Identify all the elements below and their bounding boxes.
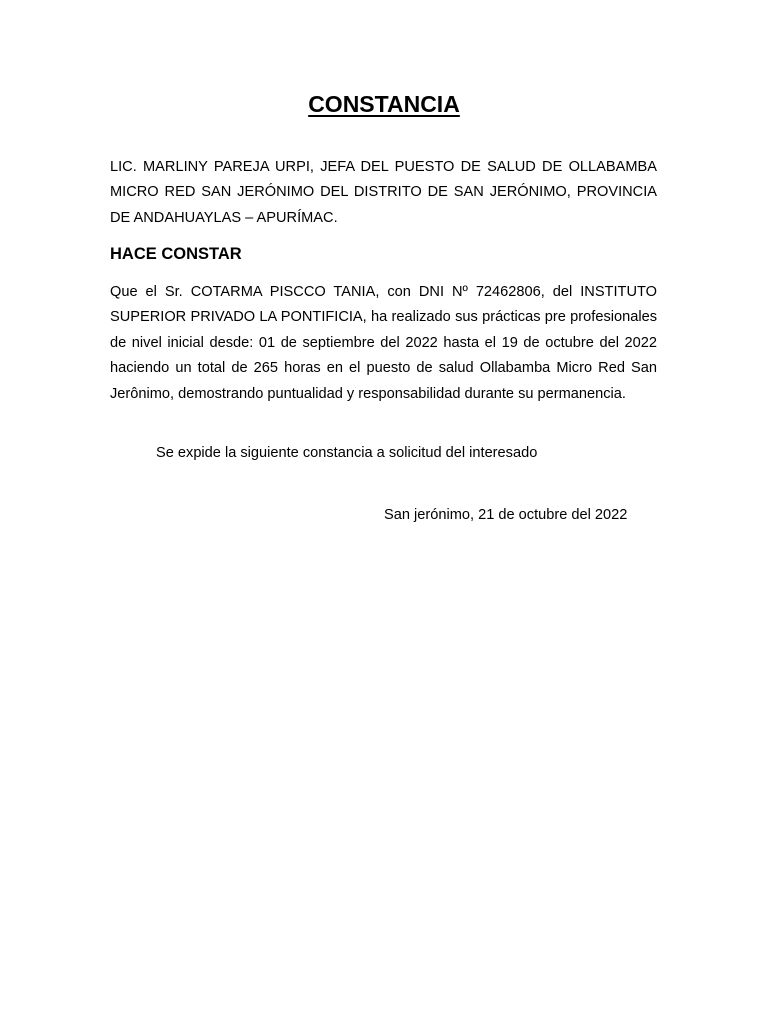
intro-paragraph: LIC. MARLINY PAREJA URPI, JEFA DEL PUESTO DE SALUD DE OLLABAMBA MICRO RED SAN JERÓNIMO DEL DISTRITO DE SAN JERÓNIMO, PROVINCIA DE ANDAHUAYLAS – APURÍMAC. xyxy=(110,159,657,226)
section-heading: HACE CONSTAR xyxy=(110,245,242,263)
body-paragraph: Que el Sr. COTARMA PISCCO TANIA, con DNI Nº 72462806, del INSTITUTO SUPERIOR PRIVADO LA PONTIFICIA, ha realizado sus prácticas pre profesionales de nivel inicial desde: 01 de septiembre del 2022 hasta el 19 de octubre del 2022 haciendo un total de 265 horas en el puesto de salud Ollabamba Micro Red San Jerônimo, demostrando puntualidad y responsabilidad durante su permanencia. xyxy=(110,284,657,402)
place-date: San jerónimo, 21 de octubre del 2022 xyxy=(384,507,628,523)
document-title xyxy=(0,88,768,120)
document-title-text: CONSTANCIA xyxy=(308,91,460,117)
issued-note: Se expide la siguiente constancia a solicitud del interesado xyxy=(156,445,538,461)
